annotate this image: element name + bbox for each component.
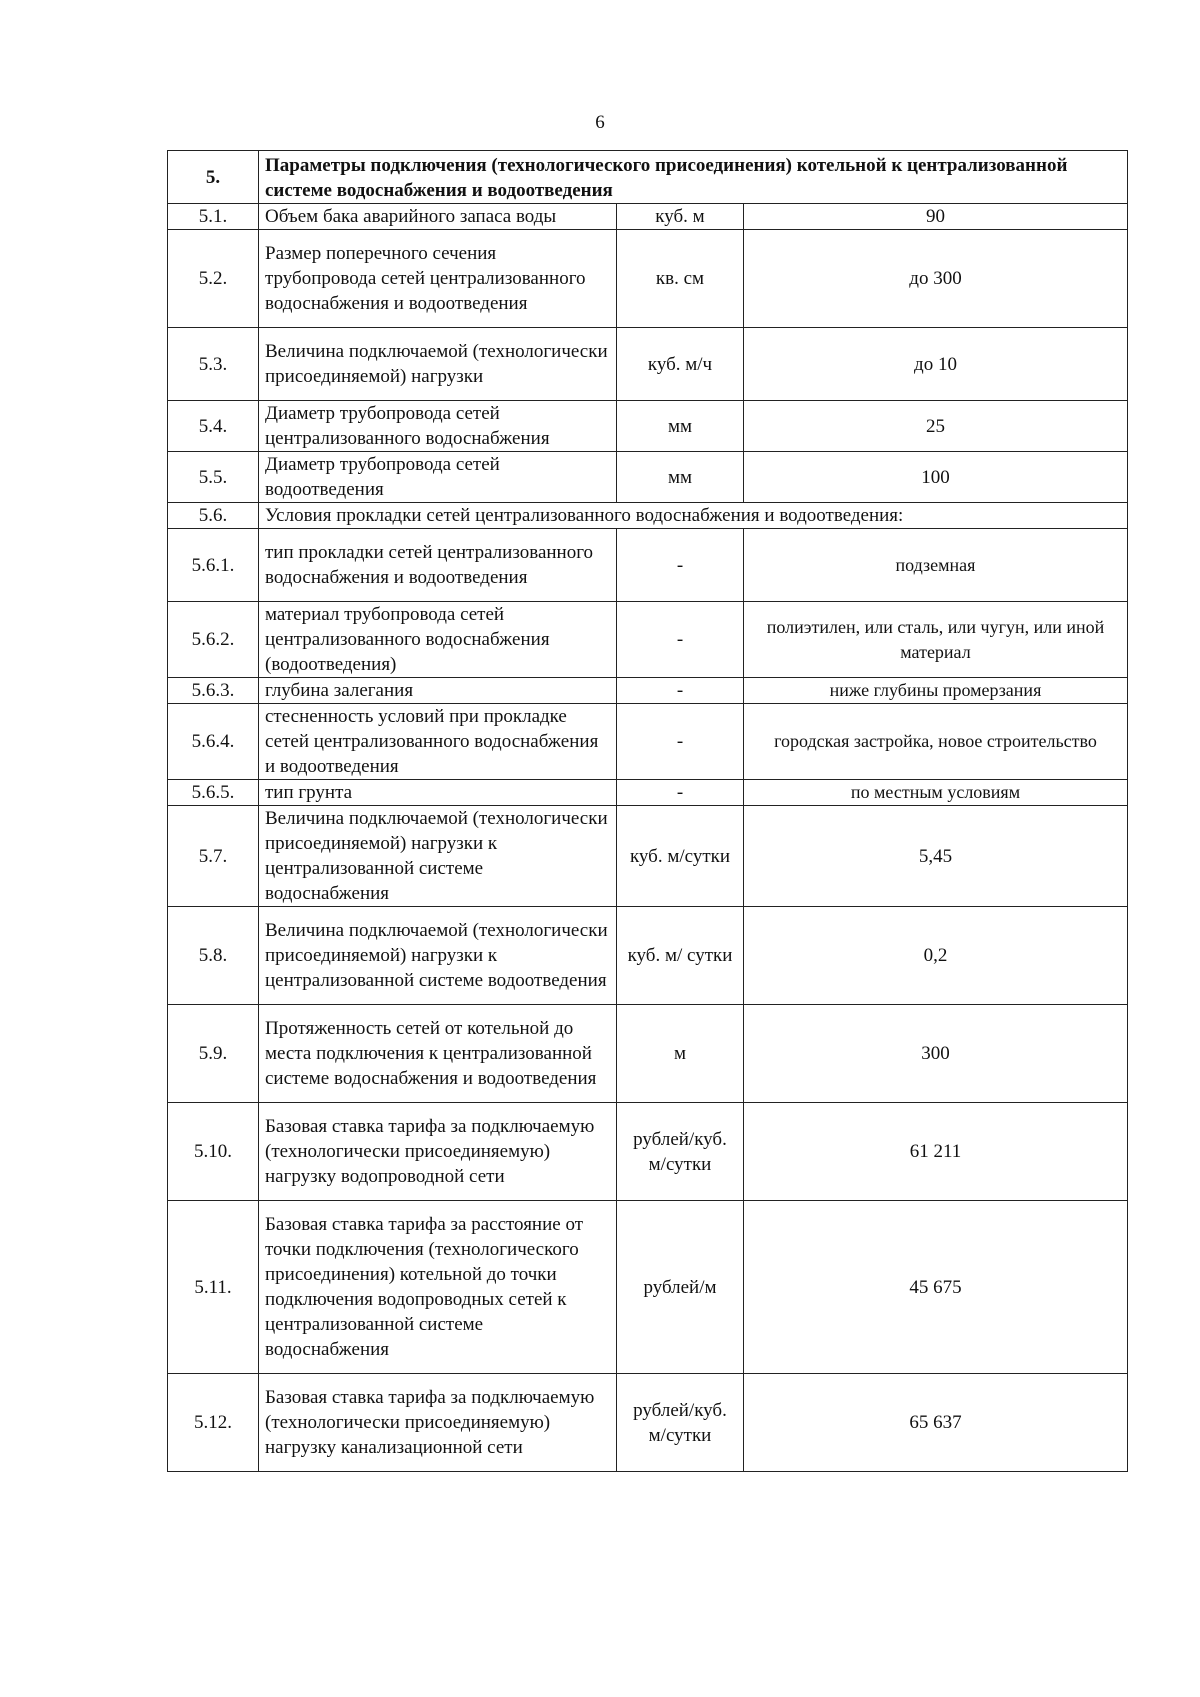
table-row-5-2 [168,230,1128,328]
row-parameter: Размер поперечного сечения трубопровода сетей централизованного водоснабжения и водоотведения [259,230,617,328]
row-unit: куб. м/ч [617,328,744,401]
row-parameter: глубина залегания [259,678,617,704]
table-row-5-6-2 [168,602,1128,678]
row-parameter: Базовая ставка тарифа за расстояние от точки подключения (технологического присоединения) котельной до точки подключения водопроводных сетей к централизованной системе водоснабжения [259,1201,617,1374]
row-value: 65 637 [744,1374,1128,1472]
row-parameter: Величина подключаемой (технологически присоединяемой) нагрузки к централизованной системе водоотведения [259,907,617,1005]
row-unit: - [617,678,744,704]
row-parameter: Диаметр трубопровода сетей водоотведения [259,452,617,503]
section-title: Параметры подключения (технологического присоединения) котельной к централизованной системе водоснабжения и водоотведения [259,151,1128,204]
table-row-5-1 [168,204,1128,230]
table-row-5-11 [168,1201,1128,1374]
row-value: 0,2 [744,907,1128,1005]
row-number: 5.6. [168,503,259,529]
table-row-5-6-5 [168,780,1128,806]
row-unit: м [617,1005,744,1103]
row-parameter: стесненность условий при прокладке сетей централизованного водоснабжения и водоотведения [259,704,617,780]
row-unit: куб. м/сутки [617,806,744,907]
row-unit: куб. м [617,204,744,230]
row-parameter: Диаметр трубопровода сетей централизованного водоснабжения [259,401,617,452]
table-row-5-6-4 [168,704,1128,780]
table-row-5-6-3 [168,678,1128,704]
row-value: 300 [744,1005,1128,1103]
row-number: 5.11. [168,1201,259,1374]
row-unit: кв. см [617,230,744,328]
row-value: 100 [744,452,1128,503]
row-value: полиэтилен, или сталь, или чугун, или иной материал [744,602,1128,678]
table-row-5-3 [168,328,1128,401]
row-number: 5.12. [168,1374,259,1472]
row-parameter: Объем бака аварийного запаса воды [259,204,617,230]
row-unit: рублей/куб. м/сутки [617,1374,744,1472]
row-value: 5,45 [744,806,1128,907]
row-parameter: Величина подключаемой (технологически присоединяемой) нагрузки к централизованной системе водоснабжения [259,806,617,907]
connection-parameters-table [167,150,1128,1472]
row-value: по местным условиям [744,780,1128,806]
row-number: 5.5. [168,452,259,503]
row-unit: куб. м/ сутки [617,907,744,1005]
row-number: 5.6.3. [168,678,259,704]
row-number: 5.6.4. [168,704,259,780]
row-value: до 10 [744,328,1128,401]
table-row-5-6-1 [168,529,1128,602]
table-row-5-5 [168,452,1128,503]
row-value: ниже глубины промерзания [744,678,1128,704]
row-number: 5.8. [168,907,259,1005]
row-unit: - [617,780,744,806]
row-parameter: тип грунта [259,780,617,806]
page-number: 6 [595,112,605,133]
row-number: 5.10. [168,1103,259,1201]
row-value: 45 675 [744,1201,1128,1374]
row-unit: - [617,704,744,780]
row-value: 25 [744,401,1128,452]
row-parameter: Протяженность сетей от котельной до места подключения к централизованной системе водоснабжения и водоотведения [259,1005,617,1103]
row-unit: мм [617,452,744,503]
row-parameter: Базовая ставка тарифа за подключаемую (технологически присоединяемую) нагрузку канализационной сети [259,1374,617,1472]
row-number: 5.6.5. [168,780,259,806]
section-number: 5. [168,151,259,204]
table-row-5-8 [168,907,1128,1005]
table-row-5-6 [168,503,1128,529]
row-parameter: тип прокладки сетей централизованного водоснабжения и водоотведения [259,529,617,602]
row-value: 90 [744,204,1128,230]
row-unit: рублей/м [617,1201,744,1374]
table-row-5-4 [168,401,1128,452]
row-unit: - [617,602,744,678]
row-number: 5.4. [168,401,259,452]
row-value: подземная [744,529,1128,602]
section-header-row [168,151,1128,204]
row-value: городская застройка, новое строительство [744,704,1128,780]
row-parameter: Базовая ставка тарифа за подключаемую (технологически присоединяемую) нагрузку водопроводной сети [259,1103,617,1201]
row-number: 5.6.1. [168,529,259,602]
row-parameter: материал трубопровода сетей централизованного водоснабжения (водоотведения) [259,602,617,678]
table-row-5-10 [168,1103,1128,1201]
row-number: 5.1. [168,204,259,230]
row-unit: рублей/куб. м/сутки [617,1103,744,1201]
row-parameter: Условия прокладки сетей централизованного водоснабжения и водоотведения: [259,503,1128,529]
row-number: 5.9. [168,1005,259,1103]
row-parameter: Величина подключаемой (технологически присоединяемой) нагрузки [259,328,617,401]
table-row-5-7 [168,806,1128,907]
table-row-5-12 [168,1374,1128,1472]
row-value: 61 211 [744,1103,1128,1201]
row-unit: - [617,529,744,602]
row-unit: мм [617,401,744,452]
row-number: 5.2. [168,230,259,328]
table-row-5-9 [168,1005,1128,1103]
row-value: до 300 [744,230,1128,328]
row-number: 5.3. [168,328,259,401]
row-number: 5.7. [168,806,259,907]
row-number: 5.6.2. [168,602,259,678]
